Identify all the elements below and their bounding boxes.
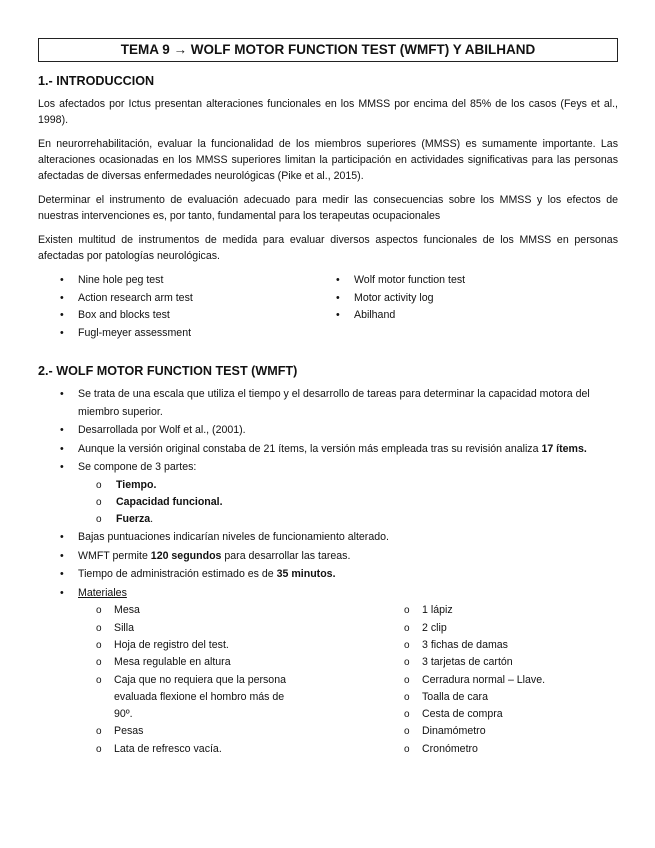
materials-list — [38, 602, 618, 758]
section-heading-wmft: 2.- WOLF MOTOR FUNCTION TEST (WMFT) — [38, 364, 298, 378]
list-item: • Box and blocks test — [38, 307, 328, 325]
parts-list — [78, 477, 618, 529]
sub-list-item: o Fuerza. — [78, 511, 618, 528]
paragraph: Existen multitud de instrumentos de medida para evaluar diversos aspectos funcionales de los MMSS en personas afectadas por patologías neurológicas. — [38, 234, 618, 262]
material-item: o Mesa regulable en altura — [38, 654, 366, 671]
material-item: o 3 tarjetas de cartón — [366, 654, 545, 671]
item-text: Se compone de 3 partes: — [78, 461, 197, 473]
title-rest: WOLF MOTOR FUNCTION TEST (WMFT) Y ABILHAND — [190, 42, 536, 57]
material-item: o Cesta de compra — [366, 706, 545, 723]
material-item: o Toalla de cara — [366, 689, 545, 706]
paragraph: Determinar el instrumento de evaluación adecuado para medir las consecuencias sobre los MMSS y los efectos de nuestras intervenciones es, por tanto, fundamental para los terapeutas ocupacionales — [38, 194, 618, 222]
list-item: • Tiempo de administración estimado es de 35 minutos. — [38, 566, 618, 584]
item-bold: 17 ítems. — [541, 442, 587, 455]
section-heading-intro: 1.- INTRODUCCION — [38, 74, 155, 88]
sub-list-item: o Tiempo. — [78, 477, 618, 494]
material-item: o 3 fichas de damas — [366, 637, 545, 654]
material-item: o Silla — [38, 620, 366, 637]
material-item: o Lata de refresco vacía. — [38, 741, 366, 758]
material-item: o 1 lápiz — [366, 602, 545, 619]
paragraph: Los afectados por Ictus presentan alteraciones funcionales en los MMSS por encima del 85% de los casos (Feys et al., 1998). — [38, 98, 618, 126]
list-item: • Action research arm test — [38, 290, 328, 308]
item-text: Aunque la versión original constaba de 21 ítems, la versión más empleada tras su revisión analiza — [78, 442, 542, 455]
material-item: o Caja que no requiera que la persona evaluada flexione el hombro más de 90º. — [38, 672, 366, 724]
title-prefix: TEMA 9 — [120, 42, 170, 57]
wmft-list — [38, 386, 618, 758]
material-item: o Hoja de registro del test. — [38, 637, 366, 654]
material-item: o Dinamómetro — [366, 723, 545, 740]
instrument-list — [38, 272, 618, 342]
material-item: o Pesas — [38, 723, 366, 740]
document-page — [38, 38, 618, 759]
list-item: • Se trata de una escala que utiliza el tiempo y el desarrollo de tareas para determinar la capacidad motora del miembro superior. — [38, 386, 618, 421]
paragraph: En neurorrehabilitación, evaluar la funcionalidad de los miembros superiores (MMSS) es sumamente importante. Las alteraciones ocasionadas en los MMSS superiores limitan la participación en actividades significativas para las personas afectadas de diversas enfermedades neurológicas (Pike et al., 2015). — [38, 138, 618, 182]
list-item: • Motor activity log — [328, 290, 618, 308]
list-item: • Fugl-meyer assessment — [38, 325, 328, 343]
material-item: o Mesa — [38, 602, 366, 619]
list-item — [38, 441, 618, 459]
material-item: o Cronómetro — [366, 741, 545, 758]
material-item: o Cerradura normal – Llave. — [366, 672, 545, 689]
list-item: • Nine hole peg test — [38, 272, 328, 290]
document-title — [38, 38, 618, 62]
materials-label: Materiales — [78, 586, 127, 599]
list-item — [38, 585, 618, 758]
list-item: • Bajas puntuaciones indicarían niveles de funcionamiento alterado. — [38, 529, 618, 547]
list-item — [38, 459, 618, 528]
list-item: • Wolf motor function test — [328, 272, 618, 290]
list-item: • Abilhand — [328, 307, 618, 325]
sub-list-item: o Capacidad funcional. — [78, 494, 618, 511]
material-item: o 2 clip — [366, 620, 545, 637]
list-item: • Desarrollada por Wolf et al., (2001). — [38, 422, 618, 440]
arrow-right-icon: → — [173, 42, 188, 57]
list-item: • WMFT permite 120 segundos para desarrollar las tareas. — [38, 548, 618, 566]
